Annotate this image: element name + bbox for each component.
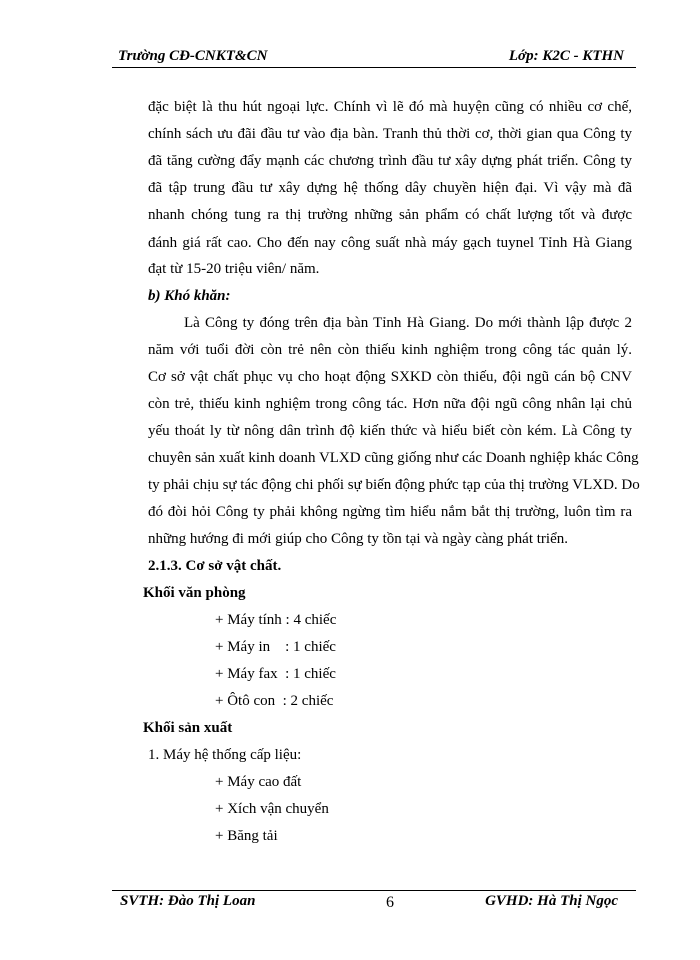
paragraph-line: ty phải chịu sự tác động chi phối sự biến động phức tạp của thị trường VLXD. Do: [148, 477, 640, 493]
paragraph-line: chính sách ưu đãi đầu tư vào địa bàn. Tranh thủ thời cơ, thời gian qua Công ty: [148, 126, 632, 142]
paragraph-line: nhanh chóng tung ra thị trường những sản phẩm có chất lượng tốt và được: [148, 207, 632, 223]
header-school: Trường CĐ-CNKT&CN: [118, 48, 268, 64]
production-item: + Máy cao đất: [215, 774, 302, 790]
footer-student: SVTH: Đào Thị Loan: [120, 893, 256, 909]
paragraph-line: những hướng đi mới giúp cho Công ty tồn tại và ngày càng phát triển.: [148, 531, 568, 547]
office-heading: Khối văn phòng: [143, 585, 246, 601]
page-header: [112, 48, 636, 72]
paragraph-line: đánh giá rất cao. Cho đến nay công suất nhà máy gạch tuynel Tỉnh Hà Giang: [148, 235, 632, 251]
paragraph-line: Cơ sở vật chất phục vụ cho hoạt động SXKD còn thiếu, đội ngũ cán bộ CNV: [148, 369, 632, 385]
paragraph-line: đạt từ 15-20 triệu viên/ năm.: [148, 261, 320, 277]
paragraph-line: năm với tuổi đời còn trẻ nên còn thiếu kinh nghiệm trong công tác quản lý.: [148, 342, 632, 358]
page-footer: [112, 893, 636, 917]
page-number: 6: [386, 894, 394, 911]
header-rule: [112, 67, 636, 68]
paragraph-line: đó đòi hỏi Công ty phải không ngừng tìm hiểu nắm bắt thị trường, luôn tìm ra: [148, 504, 632, 520]
header-class: Lớp: K2C - KTHN: [508, 48, 624, 64]
production-subheading: 1. Máy hệ thống cấp liệu:: [148, 747, 302, 763]
paragraph-line: Là Công ty đóng trên địa bàn Tỉnh Hà Giang. Do mới thành lập được 2: [184, 315, 632, 331]
footer-rule: [112, 890, 636, 891]
production-item: + Băng tải: [215, 828, 278, 844]
paragraph-line: chuyên sản xuất kinh doanh VLXD cũng giống như các Doanh nghiệp khác Công: [148, 450, 639, 466]
office-item: + Máy in : 1 chiếc: [215, 639, 336, 655]
section-heading: 2.1.3. Cơ sở vật chất.: [148, 558, 282, 574]
footer-teacher: GVHD: Hà Thị Ngọc: [485, 893, 618, 909]
office-item: + Ôtô con : 2 chiếc: [215, 693, 334, 709]
office-item: + Máy tính : 4 chiếc: [215, 612, 337, 628]
paragraph-line: còn trẻ, thiếu kinh nghiệm trong công tác. Hơn nữa đội ngũ công nhân lại chủ: [148, 396, 632, 412]
heading-kho-khan: b) Khó khăn:: [148, 288, 231, 304]
production-item: + Xích vận chuyển: [215, 801, 329, 817]
paragraph-line: đã tăng cường đẩy mạnh các chương trình đầu tư xây dựng phát triển. Công ty: [148, 153, 632, 169]
paragraph-line: yếu thoát ly từ nông dân trình độ kiến thức và hiểu biết còn kém. Là Công ty: [148, 423, 632, 439]
office-item: + Máy fax : 1 chiếc: [215, 666, 336, 682]
production-heading: Khối sản xuất: [143, 720, 233, 736]
paragraph-line: đặc biệt là thu hút ngoại lực. Chính vì lẽ đó mà huyện cũng có nhiều cơ chế,: [148, 99, 632, 115]
paragraph-line: đã tập trung đầu tư xây dựng hệ thống dây chuyền hiện đại. Vì vậy mà đã: [148, 180, 632, 196]
